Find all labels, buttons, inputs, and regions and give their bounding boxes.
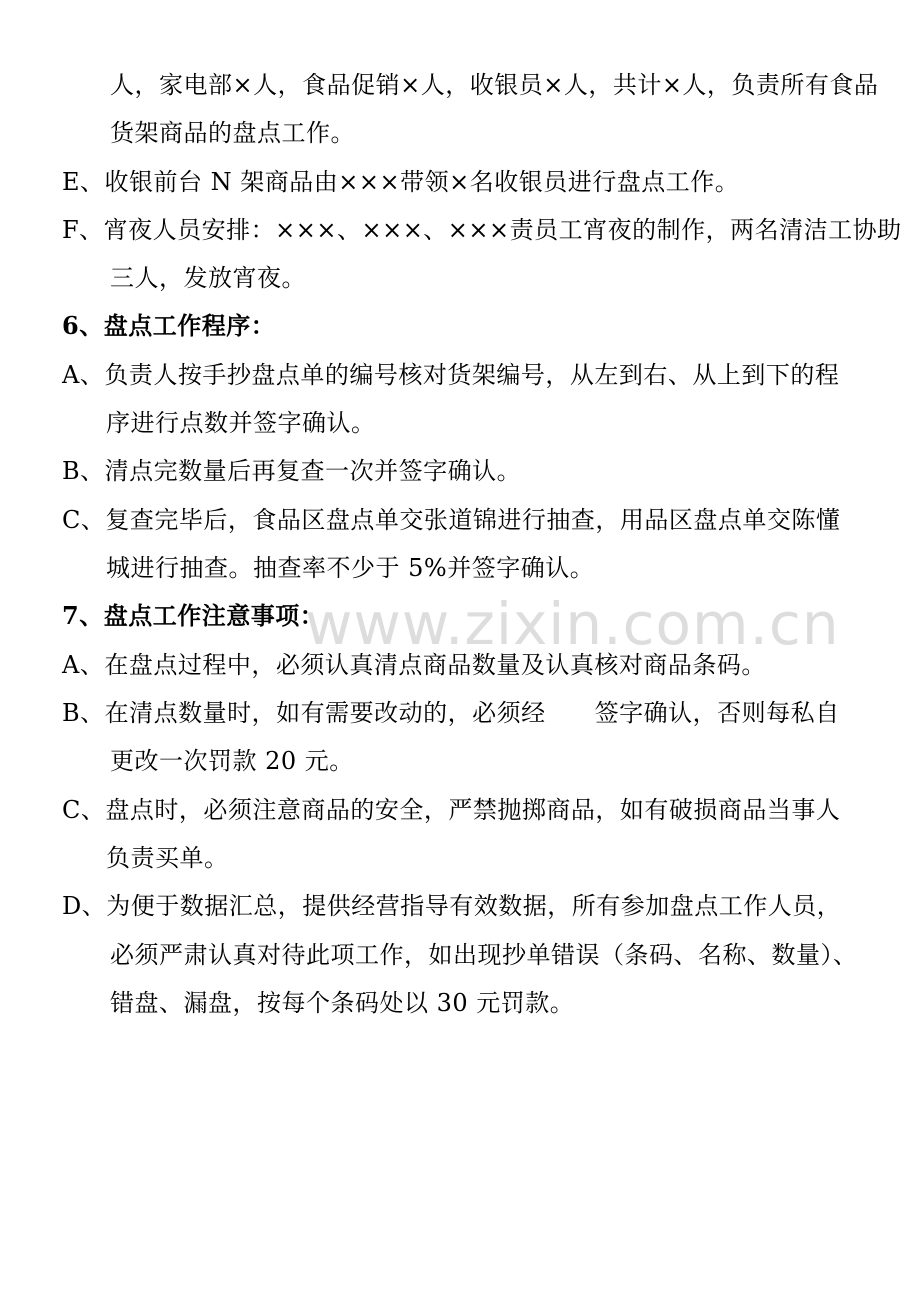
section-6-item-a-cont: 序进行点数并签字确认。 xyxy=(106,409,376,437)
watermark: www.zixin.com.cn xyxy=(305,590,840,658)
section-7-item-a: A、在盘点过程中，必须认真清点商品数量及认真核对商品条码。 xyxy=(62,651,766,679)
item-e: E、收银前台 N 架商品由×××带领×名收银员进行盘点工作。 xyxy=(62,168,740,196)
section-6-item-b: B、清点完数量后再复查一次并签字确认。 xyxy=(62,457,522,485)
section-6-heading: 6、盘点工作程序： xyxy=(62,311,276,340)
item-f-cont: 三人，发放宵夜。 xyxy=(110,264,306,292)
section-7-item-b-cont: 更改一次罚款 20 元。 xyxy=(110,747,354,775)
section-7-item-b: B、在清点数量时，如有需要改动的，必须经 签字确认，否则每私自 xyxy=(62,699,840,727)
section-7-item-d-cont-1: 必须严肃认真对待此项工作，如出现抄单错误（条码、名称、数量）、 xyxy=(110,941,858,969)
section-6-item-a: A、负责人按手抄盘点单的编号核对货架编号，从左到右、从上到下的程 xyxy=(62,361,840,389)
item-f: F、宵夜人员安排：×××、×××、×××责员工宵夜的制作，两名清洁工协助 xyxy=(62,216,902,244)
text-line-2: 货架商品的盘点工作。 xyxy=(110,119,355,147)
section-7-item-d-cont-2: 错盘、漏盘，按每个条码处以 30 元罚款。 xyxy=(110,989,575,1017)
section-7-item-c-cont: 负责买单。 xyxy=(106,844,229,872)
text-line-1: 人，家电部×人，食品促销×人，收银员×人，共计×人，负责所有食品 xyxy=(110,71,879,99)
section-7-heading: 7、盘点工作注意事项： xyxy=(62,601,325,630)
section-6-item-c: C、复查完毕后，食品区盘点单交张道锦进行抽查，用品区盘点单交陈懂 xyxy=(62,506,841,534)
section-7-item-d: D、为便于数据汇总，提供经营指导有效数据，所有参加盘点工作人员， xyxy=(62,892,842,920)
section-6-item-c-cont: 城进行抽查。抽查率不少于 5%并签字确认。 xyxy=(106,554,595,582)
section-7-item-c: C、盘点时，必须注意商品的安全，严禁抛掷商品，如有破损商品当事人 xyxy=(62,796,841,824)
